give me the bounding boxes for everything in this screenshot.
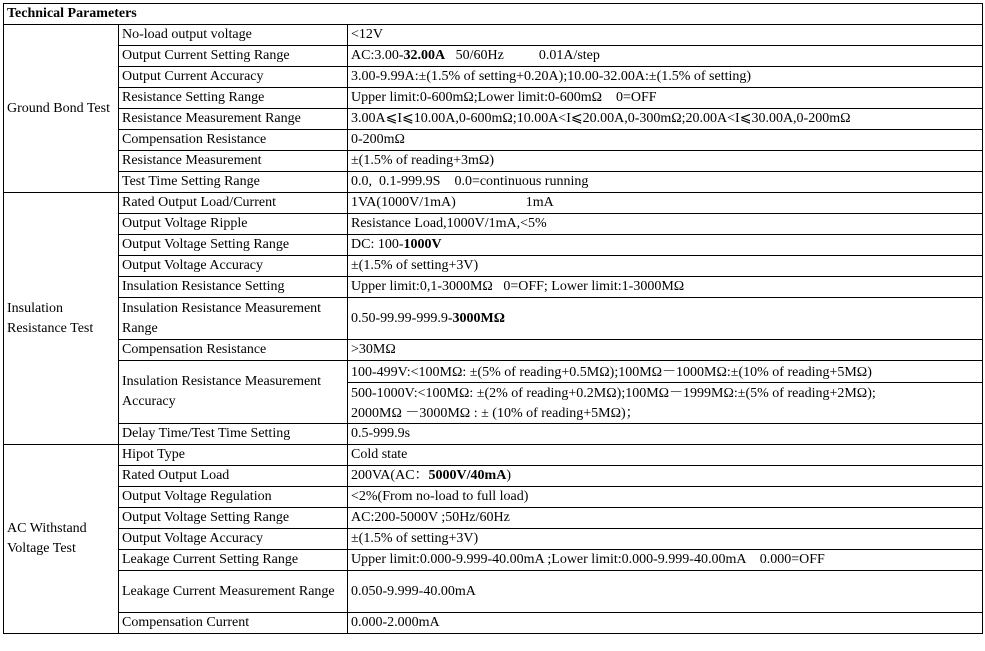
param-label: Hipot Type [119, 445, 348, 466]
technical-parameters-table [3, 3, 983, 634]
param-value: <2%(From no-load to full load) [348, 487, 983, 508]
param-label: Output Voltage Setting Range [119, 508, 348, 529]
param-value: Upper limit:0-600mΩ;Lower limit:0-600mΩ 0=OFF [348, 88, 983, 109]
section-ground-bond: Ground Bond Test [4, 25, 119, 193]
param-value: DC: 100-1000V [348, 235, 983, 256]
param-label: No-load output voltage [119, 25, 348, 46]
accuracy-line-1: 100-499V:<100MΩ: ±(5% of reading+0.5MΩ);100MΩ－1000MΩ:±(10% of reading+5MΩ) [348, 362, 982, 383]
param-label: Resistance Measurement [119, 151, 348, 172]
param-label: Output Current Accuracy [119, 67, 348, 88]
param-value: >30MΩ [348, 340, 983, 361]
param-value: 200VA(AC：5000V/40mA) [348, 466, 983, 487]
param-value: 3.00-9.99A:±(1.5% of setting+0.20A);10.00-32.00A:±(1.5% of setting) [348, 67, 983, 88]
param-value: 3.00A⩽I⩽10.00A,0-600mΩ;10.00A<I⩽20.00A,0-300mΩ;20.00A<I⩽30.00A,0-200mΩ [348, 109, 983, 130]
param-value: <12V [348, 25, 983, 46]
param-value: 0.000-2.000mA [348, 613, 983, 634]
param-label: Output Voltage Ripple [119, 214, 348, 235]
param-label: Insulation Resistance Measurement Accuracy [119, 361, 348, 424]
param-label: Rated Output Load/Current [119, 193, 348, 214]
param-label: Resistance Setting Range [119, 88, 348, 109]
param-value [348, 361, 983, 424]
param-label: Compensation Current [119, 613, 348, 634]
param-label: Output Voltage Accuracy [119, 256, 348, 277]
param-value: Upper limit:0,1-3000MΩ 0=OFF; Lower limit:1-3000MΩ [348, 277, 983, 298]
param-value: Cold state [348, 445, 983, 466]
param-value: ±(1.5% of setting+3V) [348, 256, 983, 277]
param-label: Leakage Current Measurement Range [119, 571, 348, 613]
param-label: Compensation Resistance [119, 340, 348, 361]
param-label: Insulation Resistance Setting [119, 277, 348, 298]
param-label: Leakage Current Setting Range [119, 550, 348, 571]
param-value: 0.0, 0.1-999.9S 0.0=continuous running [348, 172, 983, 193]
param-label: Output Voltage Accuracy [119, 529, 348, 550]
param-value: 0-200mΩ [348, 130, 983, 151]
section-insulation-resistance: Insulation Resistance Test [4, 193, 119, 445]
param-value: 0.50-99.99-999.9-3000MΩ [348, 298, 983, 340]
param-value: AC:200-5000V ;50Hz/60Hz [348, 508, 983, 529]
section-ac-withstand: AC Withstand Voltage Test [4, 445, 119, 634]
param-label: Delay Time/Test Time Setting [119, 424, 348, 445]
param-label: Insulation Resistance Measurement Range [119, 298, 348, 340]
param-value: 0.5-999.9s [348, 424, 983, 445]
param-value: ±(1.5% of setting+3V) [348, 529, 983, 550]
accuracy-line-3: 2000MΩ －3000MΩ : ± (10% of reading+5MΩ)； [351, 405, 640, 421]
param-label: Resistance Measurement Range [119, 109, 348, 130]
param-label: Output Voltage Setting Range [119, 235, 348, 256]
accuracy-line-2: 500-1000V:<100MΩ: ±(2% of reading+0.2MΩ);100MΩ－1999MΩ:±(5% of reading+2MΩ); [351, 385, 876, 401]
param-value: AC:3.00-32.00A 50/60Hz 0.01A/step [348, 46, 983, 67]
param-value: Upper limit:0.000-9.999-40.00mA ;Lower limit:0.000-9.999-40.00mA 0.000=OFF [348, 550, 983, 571]
param-label: Test Time Setting Range [119, 172, 348, 193]
param-value: 0.050-9.999-40.00mA [348, 571, 983, 613]
param-label: Rated Output Load [119, 466, 348, 487]
param-label: Output Voltage Regulation [119, 487, 348, 508]
param-value: Resistance Load,1000V/1mA,<5% [348, 214, 983, 235]
param-value: ±(1.5% of reading+3mΩ) [348, 151, 983, 172]
param-value: 1VA(1000V/1mA) 1mA [348, 193, 983, 214]
param-label: Output Current Setting Range [119, 46, 348, 67]
param-label: Compensation Resistance [119, 130, 348, 151]
table-title: Technical Parameters [4, 4, 983, 25]
